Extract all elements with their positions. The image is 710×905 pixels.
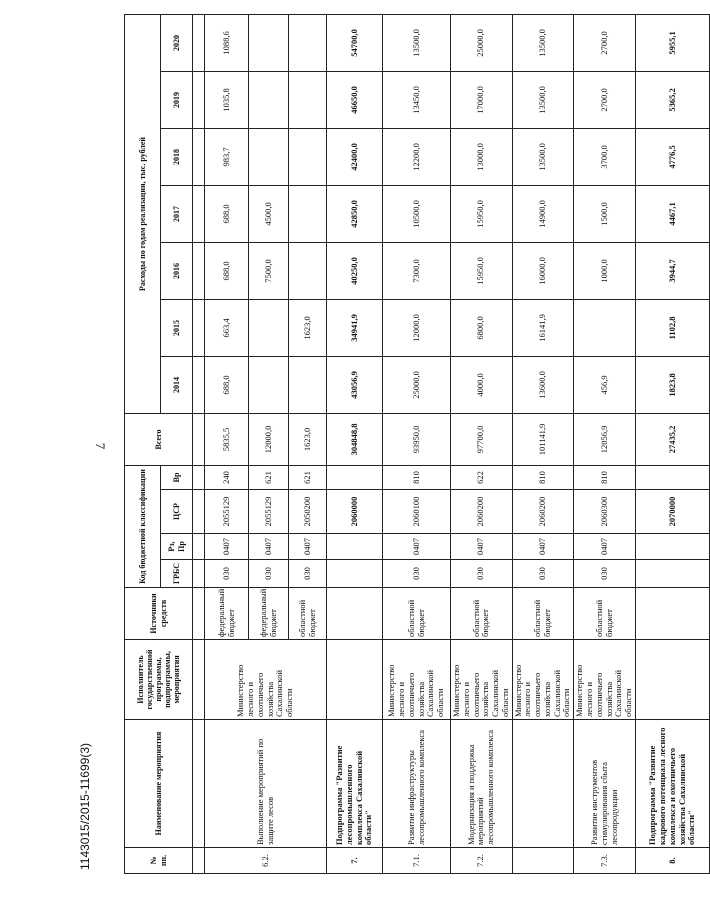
cell-grbs	[636, 560, 710, 588]
cell-vr: 810	[383, 465, 451, 489]
cell-year-2014	[289, 356, 327, 413]
header-year: 2016	[161, 242, 193, 299]
cell-rzpr: 0407	[289, 534, 327, 560]
cell-executor	[327, 640, 383, 720]
header-name: Наименование мероприятия	[125, 720, 193, 848]
table-row	[327, 14, 383, 873]
cell-total: 12000,0	[249, 413, 289, 465]
cell-year-2015	[193, 299, 205, 356]
cell-source: областной бюджет	[451, 588, 513, 640]
cell-num: 7.3.	[574, 848, 636, 874]
cell-csr	[193, 490, 205, 534]
cell-year-2014	[193, 356, 205, 413]
cell-year-2016: 1000,0	[574, 242, 636, 299]
cell-executor: Министерство лесного и охотничьего хозяйства Сахалинской области	[451, 640, 513, 720]
cell-year-2015: 663,4	[205, 299, 249, 356]
cell-total: 12056,9	[574, 413, 636, 465]
cell-year-2014: 456,9	[574, 356, 636, 413]
cell-year-2015: 12000,0	[383, 299, 451, 356]
header-budget-code: Код бюджетной классификации	[125, 465, 161, 587]
cell-executor: Министерство лесного и охотничьего хозяйства Сахалинской области	[205, 640, 327, 720]
rotated-table-area	[124, 14, 697, 874]
cell-grbs	[327, 560, 383, 588]
cell-year-2017	[289, 185, 327, 242]
cell-year-2016: 15950,0	[451, 242, 513, 299]
cell-csr: 2060100	[383, 490, 451, 534]
cell-year-2014: 43056,9	[327, 356, 383, 413]
cell-num: 6.2.	[205, 848, 327, 874]
cell-year-2018: 42400,0	[327, 128, 383, 185]
cell-year-2020: 13500,0	[512, 14, 574, 71]
cell-csr: 2060200	[512, 490, 574, 534]
cell-year-2019: 5365,2	[636, 71, 710, 128]
cell-year-2014: 688,0	[205, 356, 249, 413]
cell-source: областной бюджет	[289, 588, 327, 640]
cell-csr: 2070000	[636, 490, 710, 534]
cell-year-2014: 25000,0	[383, 356, 451, 413]
cell-rzpr: 0407	[512, 534, 574, 560]
cell-year-2018	[193, 128, 205, 185]
cell-name: Модернизация и поддержка мероприятий лесопромышленного комплекса	[451, 720, 513, 848]
cell-rzpr	[327, 534, 383, 560]
cell-year-2020	[289, 14, 327, 71]
cell-year-2017	[193, 185, 205, 242]
cell-year-2014: 4000,0	[451, 356, 513, 413]
cell-grbs: 030	[383, 560, 451, 588]
cell-source	[327, 588, 383, 640]
cell-total: 97700,0	[451, 413, 513, 465]
header-year: 2018	[161, 128, 193, 185]
cell-name: Подпрограмма "Развитие лесопромышленного комплекса Сахалинской области"	[327, 720, 383, 848]
cell-csr: 2060200	[451, 490, 513, 534]
cell-year-2019: 17000,0	[451, 71, 513, 128]
cell-source	[636, 588, 710, 640]
cell-executor: Министерство лесного и охотничьего хозяйства Сахалинской области	[383, 640, 451, 720]
cell-vr: 621	[249, 465, 289, 489]
header-year: 2014	[161, 356, 193, 413]
cell-vr: 240	[205, 465, 249, 489]
cell-rzpr	[636, 534, 710, 560]
cell-csr: 2055129	[249, 490, 289, 534]
header-rzpr: Рз, Пр	[161, 534, 193, 560]
cell-year-2020: 1088,6	[205, 14, 249, 71]
cell-year-2015	[249, 299, 289, 356]
cell-year-2020: 2700,0	[574, 14, 636, 71]
cell-grbs: 030	[205, 560, 249, 588]
cell-executor	[636, 640, 710, 720]
cell-year-2017: 4467,1	[636, 185, 710, 242]
cell-csr: 2050200	[289, 490, 327, 534]
cell-year-2014: 1823,8	[636, 356, 710, 413]
cell-vr: 810	[512, 465, 574, 489]
header-expenses: Расходы по годам реализации, тыс. рублей	[125, 14, 161, 413]
cell-executor	[193, 640, 205, 720]
header-executor: Исполнитель государственной программы, подпрограммы, мероприятия	[125, 640, 193, 720]
cell-vr: 622	[451, 465, 513, 489]
cell-year-2018: 12200,0	[383, 128, 451, 185]
cell-year-2018: 983,7	[205, 128, 249, 185]
cell-year-2014: 13600,0	[512, 356, 574, 413]
cell-year-2018: 4776,5	[636, 128, 710, 185]
cell-year-2017: 1500,0	[574, 185, 636, 242]
cell-grbs: 030	[249, 560, 289, 588]
header-year: 2019	[161, 71, 193, 128]
cell-total: 93950,0	[383, 413, 451, 465]
cell-num: 7.2.	[451, 848, 513, 874]
cell-year-2018: 13000,0	[451, 128, 513, 185]
cell-csr: 2060000	[327, 490, 383, 534]
cell-vr	[193, 465, 205, 489]
cell-year-2020	[193, 14, 205, 71]
cell-csr: 2055129	[205, 490, 249, 534]
cell-rzpr: 0407	[451, 534, 513, 560]
header-num: № пп.	[125, 848, 193, 874]
cell-year-2020: 25000,0	[451, 14, 513, 71]
cell-rzpr: 0407	[205, 534, 249, 560]
cell-year-2015: 1102,8	[636, 299, 710, 356]
document-code: 1143015/2015-11699(3)	[78, 743, 92, 870]
cell-executor: Министерство лесного и охотничьего хозяйства Сахалинской области	[512, 640, 574, 720]
cell-vr: 621	[289, 465, 327, 489]
cell-year-2016: 7500,0	[249, 242, 289, 299]
table-row	[574, 14, 636, 873]
cell-rzpr: 0407	[383, 534, 451, 560]
cell-year-2020: 5955,1	[636, 14, 710, 71]
cell-year-2019: 46650,0	[327, 71, 383, 128]
cell-num	[512, 848, 574, 874]
cell-num	[193, 848, 205, 874]
cell-year-2017: 688,0	[205, 185, 249, 242]
page-number: 7	[93, 442, 108, 450]
table-row	[383, 14, 451, 873]
cell-rzpr	[193, 534, 205, 560]
table-row	[512, 14, 574, 873]
cell-year-2016	[289, 242, 327, 299]
cell-year-2019	[289, 71, 327, 128]
cell-num: 7.1.	[383, 848, 451, 874]
cell-total: 1623,0	[289, 413, 327, 465]
cell-year-2016: 688,0	[205, 242, 249, 299]
cell-num: 8.	[636, 848, 710, 874]
cell-executor: Министерство лесного и охотничьего хозяйства Сахалинской области	[574, 640, 636, 720]
header-year: 2020	[161, 14, 193, 71]
cell-rzpr: 0407	[249, 534, 289, 560]
cell-year-2020: 54700,0	[327, 14, 383, 71]
cell-year-2018: 3700,0	[574, 128, 636, 185]
cell-grbs: 030	[451, 560, 513, 588]
cell-year-2020: 13500,0	[383, 14, 451, 71]
cell-total	[193, 413, 205, 465]
cell-grbs: 030	[289, 560, 327, 588]
table-row	[451, 14, 513, 873]
cell-year-2016: 40250,0	[327, 242, 383, 299]
table-body	[193, 14, 710, 873]
cell-source: областной бюджет	[574, 588, 636, 640]
cell-source	[193, 588, 205, 640]
header-total: Всего	[125, 413, 193, 465]
cell-total: 101141,9	[512, 413, 574, 465]
cell-total: 27435,2	[636, 413, 710, 465]
cell-year-2015: 6800,0	[451, 299, 513, 356]
header-vr: Вр	[161, 465, 193, 489]
cell-grbs: 030	[574, 560, 636, 588]
header-csr: ЦСР	[161, 490, 193, 534]
header-year: 2015	[161, 299, 193, 356]
header-source: Источники средств	[125, 588, 193, 640]
cell-year-2019: 13450,0	[383, 71, 451, 128]
cell-year-2020	[249, 14, 289, 71]
cell-name	[512, 720, 574, 848]
cell-year-2019: 2700,0	[574, 71, 636, 128]
cell-year-2016: 16000,0	[512, 242, 574, 299]
cell-year-2017: 10500,0	[383, 185, 451, 242]
cell-name: Развитие инфраструктуры лесопромышленного комплекса	[383, 720, 451, 848]
cell-year-2016	[193, 242, 205, 299]
cell-vr	[327, 465, 383, 489]
cell-name: Развитие инструментов стимулирования сбыта лесопродукции	[574, 720, 636, 848]
cell-year-2016: 3944,7	[636, 242, 710, 299]
cell-year-2014	[249, 356, 289, 413]
cell-name: Выполнение мероприятий по защите лесов	[205, 720, 327, 848]
table-row	[205, 14, 249, 873]
cell-year-2016: 7300,0	[383, 242, 451, 299]
header-grbs: ГРБС	[161, 560, 193, 588]
cell-year-2018	[289, 128, 327, 185]
cell-year-2017: 4500,0	[249, 185, 289, 242]
cell-year-2019: 1035,8	[205, 71, 249, 128]
cell-total: 304848,8	[327, 413, 383, 465]
cell-year-2015: 1623,0	[289, 299, 327, 356]
cell-vr	[636, 465, 710, 489]
cell-year-2017: 15950,0	[451, 185, 513, 242]
cell-source: федеральный бюджет	[205, 588, 249, 640]
table-row	[193, 14, 205, 873]
cell-vr: 810	[574, 465, 636, 489]
cell-grbs: 030	[512, 560, 574, 588]
cell-source: областной бюджет	[512, 588, 574, 640]
cell-name	[193, 720, 205, 848]
cell-source: областной бюджет	[383, 588, 451, 640]
cell-year-2018	[249, 128, 289, 185]
cell-source: федеральный бюджет	[249, 588, 289, 640]
cell-year-2015	[574, 299, 636, 356]
header-row-1	[125, 14, 161, 873]
cell-year-2015: 34941,9	[327, 299, 383, 356]
cell-year-2017: 14900,0	[512, 185, 574, 242]
cell-grbs	[193, 560, 205, 588]
cell-total: 5835,5	[205, 413, 249, 465]
budget-table	[124, 14, 710, 874]
cell-year-2017: 42850,0	[327, 185, 383, 242]
table-row	[636, 14, 710, 873]
header-year: 2017	[161, 185, 193, 242]
cell-year-2015: 16141,9	[512, 299, 574, 356]
cell-rzpr: 0407	[574, 534, 636, 560]
cell-name: Подпрограмма "Развитие кадрового потенциала лесного комплекса и охотничьего хозяйства Сахалинской области"	[636, 720, 710, 848]
cell-year-2019	[193, 71, 205, 128]
cell-year-2018: 13500,0	[512, 128, 574, 185]
cell-year-2019	[249, 71, 289, 128]
cell-csr: 2060300	[574, 490, 636, 534]
cell-num: 7.	[327, 848, 383, 874]
cell-year-2019: 13500,0	[512, 71, 574, 128]
